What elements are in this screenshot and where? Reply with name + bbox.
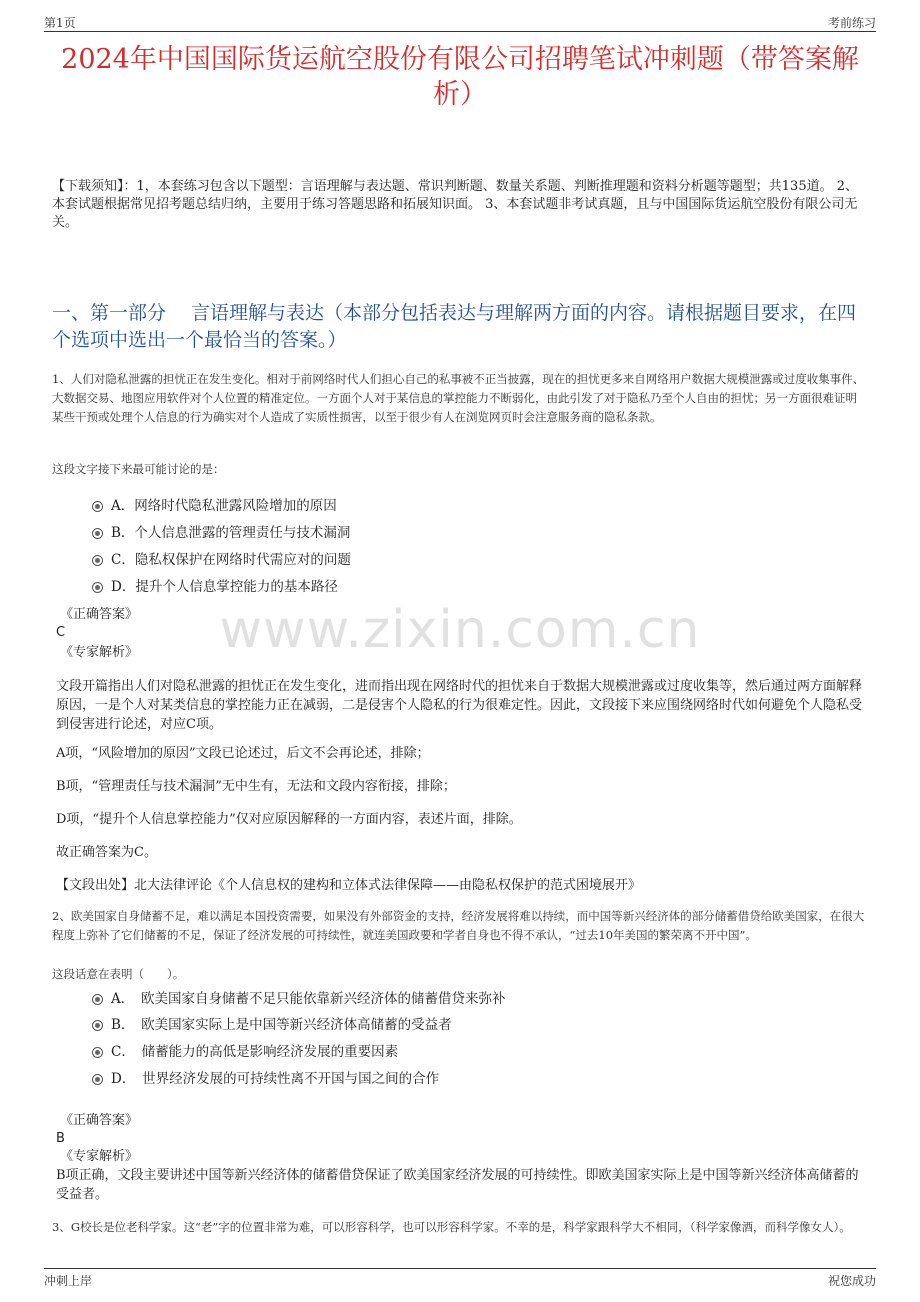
radio-icon[interactable]: [92, 1074, 103, 1085]
question-2-option-c[interactable]: [92, 1043, 398, 1061]
analysis-paragraph: B项，“管理责任与技术漏洞”无中生有，无法和文段内容衔接，排除；: [56, 779, 456, 794]
download-notice: 【下载须知】：1，本套练习包含以下题型：言语理解与表达题、常识判断题、数量关系题、判断推理题和资料分析题等题型；共135道。 2、本套试题根据常见招考题总结归纳，主要用于练习答题思路和拓展知识面。 3、本套试题非考试真题，且与中国国际货运航空股份有限公司无关。: [52, 179, 858, 230]
section-heading: 一、第一部分 言语理解与表达（本部分包括表达与理解两方面的内容。请根据题目要求，在四个选项中选出一个最恰当的答案。）: [52, 302, 857, 351]
correct-answer-label: 《正确答案》: [60, 1113, 139, 1128]
correct-answer-label: 《正确答案》: [60, 607, 139, 622]
radio-icon[interactable]: [92, 501, 103, 512]
footer-right: 祝您成功: [827, 1274, 876, 1288]
analysis-conclusion: 故正确答案为C。: [56, 845, 157, 860]
option-label: C． 储蓄能力的高低是影响经济发展的重要因素: [111, 1044, 399, 1060]
passage-source: 【文段出处】北大法律评论《个人信息权的建构和立体式法律保障——由隐私权保护的范式困境展开》: [56, 878, 642, 893]
option-label: D． 世界经济发展的可持续性离不开国与国之间的合作: [111, 1071, 440, 1087]
question-3-stem: 3、G校长是位老科学家。这“老”字的位置非常为难，可以形容科学，也可以形容科学家。不幸的是，科学家跟科学大不相同，（科学家像酒，而科学像女人）。: [52, 1220, 851, 1234]
option-label: A． 欧美国家自身储蓄不足只能依靠新兴经济体的储蓄借贷来弥补: [111, 991, 506, 1007]
correct-answer: C: [56, 625, 66, 640]
expert-analysis-label: 《专家解析》: [60, 1149, 139, 1164]
question-1-option-b[interactable]: [92, 524, 350, 542]
option-label: B． 欧美国家实际上是中国等新兴经济体高储蓄的受益者: [111, 1017, 452, 1033]
question-2-option-a[interactable]: [92, 990, 506, 1008]
question-1-option-c[interactable]: [92, 551, 351, 569]
document-title: 2024年中国国际货运航空股份有限公司招聘笔试冲刺题（带答案解析）: [61, 44, 859, 110]
question-2-option-b[interactable]: [92, 1016, 452, 1034]
analysis-paragraph: D项，“提升个人信息掌控能力”仅对应原因解释的一方面内容，表述片面，排除。: [56, 812, 522, 827]
question-1-option-a[interactable]: [92, 497, 337, 515]
question-2-stem: 2、欧美国家自身储蓄不足，难以满足本国投资需要，如果没有外部资金的支持，经济发展将难以持续，而中国等新兴经济体的部分储蓄借贷给欧美国家，在很大程度上弥补了它们储蓄的不足，保证了经济发展的可持续性，就连美国政要和学者自身也不得不承认，“过去10年美国的繁荣离不开中国”。: [52, 909, 865, 942]
question-1-option-d[interactable]: [92, 578, 338, 596]
question-1-stem: 1、人们对隐私泄露的担忧正在发生变化。相对于前网络时代人们担心自己的私事被不正当披露，现在的担忧更多来自网络用户数据大规模泄露或过度收集事件、大数据交易、地图应用软件对个人位置的精准定位。一方面个人对于某信息的掌控能力不断弱化，由此引发了对于隐私乃至个人自由的担忧；另一方面很难证明某些干预或处理个人信息的行为确实对个人造成了实质性损害，以至于很少有人在浏览网页时会注意服务商的隐私条款。: [52, 372, 865, 424]
analysis-paragraph: 文段开篇指出人们对隐私泄露的担忧正在发生变化，进而指出现在网络时代的担忧来自于数据大规模泄露或过度收集等，然后通过两方面解释原因，一是个人对某类信息的掌控能力正在减弱，二是侵害个人隐私的行为很难定性。因此，文段接下来应围绕网络时代如何避免个人隐私受到侵害进行论述，对应C项。: [56, 679, 863, 732]
expert-analysis-label: 《专家解析》: [60, 645, 139, 660]
analysis-paragraph: B项正确，文段主要讲述中国等新兴经济体的储蓄借贷保证了欧美国家经济发展的可持续性。即欧美国家实际上是中国等新兴经济体高储蓄的受益者。: [56, 1168, 859, 1202]
option-label: D．提升个人信息掌控能力的基本路径: [111, 579, 338, 595]
radio-icon[interactable]: [92, 555, 103, 566]
correct-answer: B: [56, 1131, 65, 1146]
header-tag: 考前练习: [827, 16, 876, 30]
question-2-option-d[interactable]: [92, 1070, 439, 1088]
header-divider: [44, 31, 876, 32]
question-2-prompt: 这段话意在表明（ ）。: [52, 967, 185, 981]
footer-divider: [44, 1268, 876, 1269]
option-label: A．网络时代隐私泄露风险增加的原因: [111, 498, 337, 514]
radio-icon[interactable]: [92, 1020, 103, 1031]
analysis-paragraph: A项，“风险增加的原因”文段已论述过，后文不会再论述，排除；: [56, 746, 430, 761]
footer-left: 冲刺上岸: [44, 1274, 93, 1288]
option-label: C．隐私权保护在网络时代需应对的问题: [111, 552, 351, 568]
page-number: 第1页: [44, 16, 76, 30]
radio-icon[interactable]: [92, 582, 103, 593]
option-label: B．个人信息泄露的管理责任与技术漏洞: [111, 525, 351, 541]
radio-icon[interactable]: [92, 994, 103, 1005]
radio-icon[interactable]: [92, 1047, 103, 1058]
question-1-prompt: 这段文字接下来最可能讨论的是：: [52, 462, 225, 476]
radio-icon[interactable]: [92, 528, 103, 539]
watermark: www.zixin.com.cn: [219, 600, 701, 660]
